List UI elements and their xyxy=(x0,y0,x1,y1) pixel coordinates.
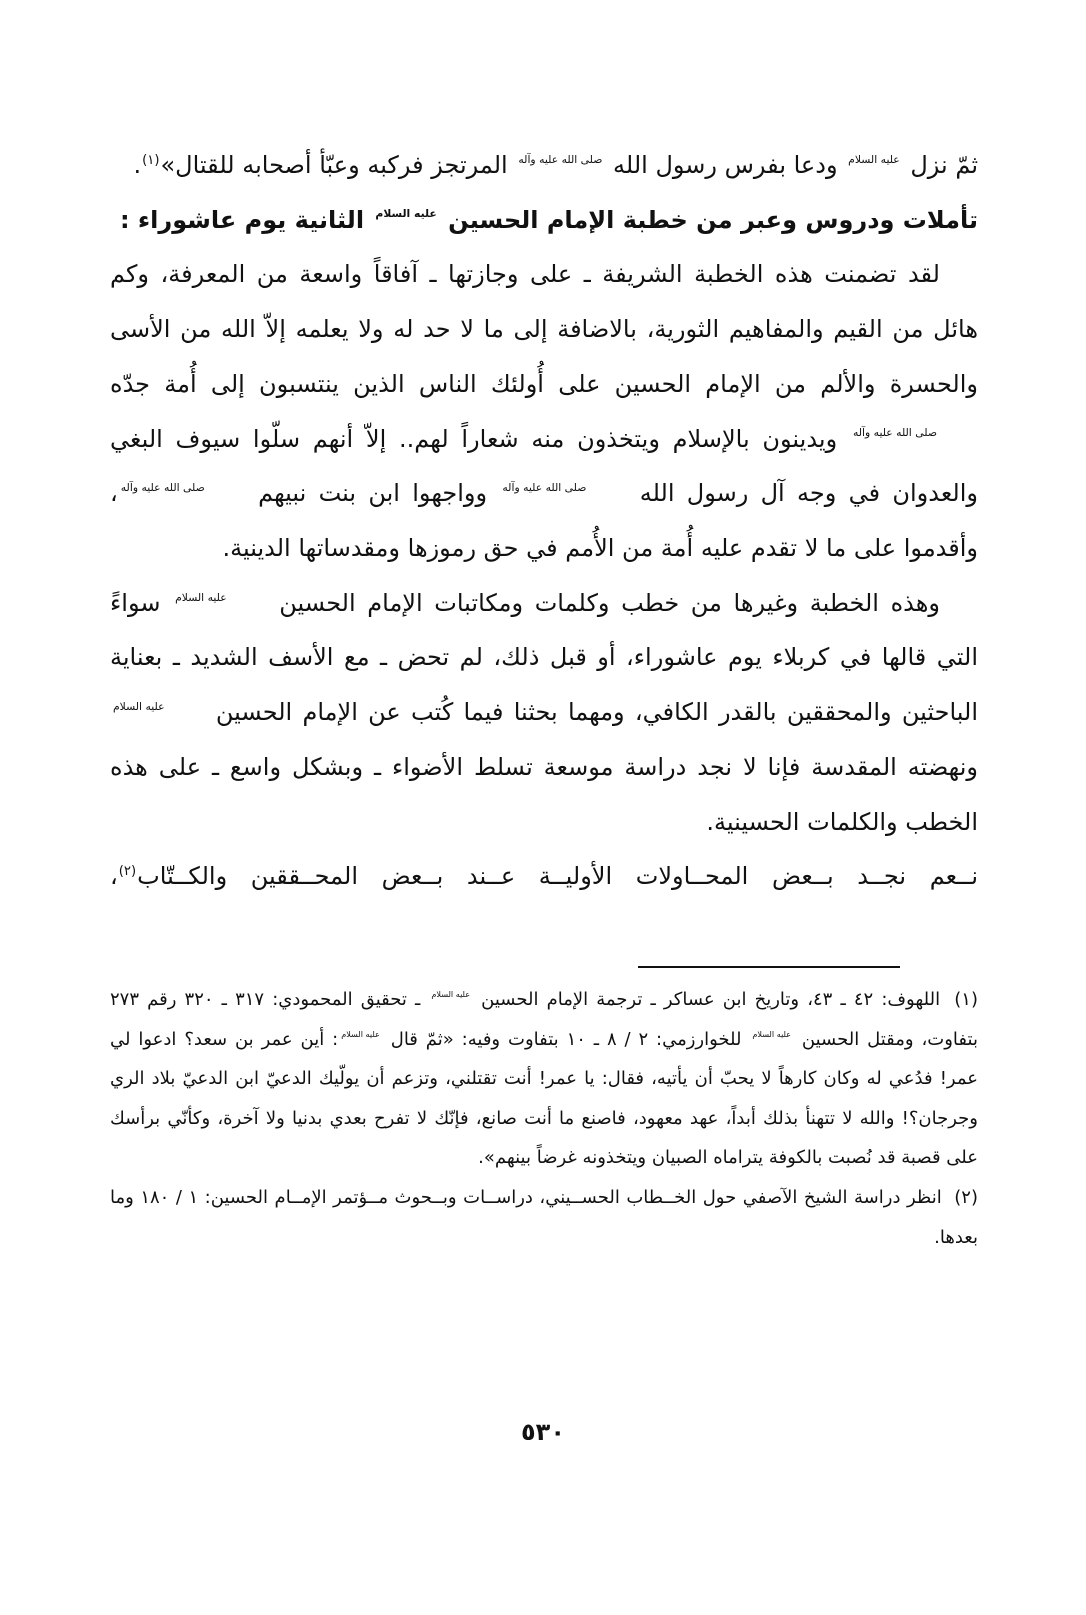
page-number: ٥٣٠ xyxy=(521,1418,565,1446)
paragraph-2 xyxy=(110,576,978,850)
section-heading xyxy=(110,193,978,248)
main-text-block xyxy=(110,138,978,904)
opening-line xyxy=(110,138,978,193)
footnotes-block xyxy=(110,980,978,1257)
footnote-reference: (١) xyxy=(142,153,160,168)
text-segment: . xyxy=(133,151,142,179)
footnote-marker: (١) xyxy=(954,989,978,1010)
text-segment: ، وأقدموا على ما لا تقدم عليه أُمة من الأُمم في حق رموزها ومقدساتها الدينية. xyxy=(110,479,978,563)
footnote-text: انظر دراسة الشيخ الآصفي حول الخــطاب الحســيني، دراســات وبــحوث مــؤتمر الإمــام الحسين: ١ / ١٨٠ وما بعدها. xyxy=(110,1186,978,1248)
footnote-2 xyxy=(110,1178,978,1257)
footnote-text: : أين عمر بن سعد؟ ادعوا لي عمر! فدُعي له وكان كارهاً لا يحبّ أن يأتيه، فقال: يا عمر! أنت تقتلني، وتزعم أن يولّيك الدعيّ ابن الدعيّ بلاد الري وجرجان؟! والله لا تتهنأ بذلك أبداً، عهد معهود، فاصنع ما أنت صانع، فإنّك لا تفرح بعدي بدنيا ولا آخرة، وكأنّي برأسك على قصبة قد نُصبت بالكوفة يتراماه الصبيان ويتخذونه غرضاً بينهم». xyxy=(110,1028,978,1169)
text-segment: ، xyxy=(110,862,118,891)
prophet-honorific: صلى الله عليه وآله xyxy=(518,152,603,166)
text-segment: وواجهوا ابن بنت نبيهم xyxy=(258,479,488,508)
footnote-text: اللهوف: ٤٢ ـ ٤٣، وتاريخ ابن عساكر ـ ترجمة الإمام الحسين xyxy=(481,989,941,1010)
text-segment: ثمّ نزل xyxy=(910,151,978,179)
prophet-honorific: صلى الله عليه وآله xyxy=(120,481,205,495)
footnote-1 xyxy=(110,980,978,1178)
text-segment: ودعا بفرس رسول الله xyxy=(613,151,838,179)
footnote-text: ـ تحقيق المحمودي: ٣١٧ ـ ٣٢٠ رقم ٢٧٣ بتفاوت، ومقتل الحسين xyxy=(110,989,978,1050)
paragraph-1 xyxy=(110,247,978,575)
imam-honorific: عليه السلام xyxy=(848,152,900,166)
imam-honorific: عليه السلام xyxy=(375,207,437,221)
heading-text: تأملات ودروس وعبر من خطبة الإمام الحسين xyxy=(448,205,978,234)
imam-honorific: عليه السلام xyxy=(113,699,165,713)
text-segment: ونهضته المقدسة فإنا لا نجد دراسة موسعة تسلط الأضواء ـ وبشكل واسع ـ على هذه الخطب والكلمات الحسينية. xyxy=(110,752,978,836)
footnote-text: للخوارزمي: ٢ / ٨ ـ ١٠ بتفاوت وفيه: «ثمّ قال xyxy=(390,1028,742,1050)
text-segment: ويدينون بالإسلام ويتخذون منه شعاراً لهم.. إلاّ أنهم سلّوا سيوف البغي والعدوان في وجه آل رسول الله xyxy=(110,424,978,508)
footnote-reference: (٢) xyxy=(118,864,137,880)
text-segment: لقد تضمنت هذه الخطبة الشريفة ـ على وجازتها ـ آفاقاً واسعة من المعرفة، وكم هائل من القيم والمفاهيم الثورية، بالاضافة إلى ما لا حد له ولا يعلمه إلاّ الله من الأسى والحسرة والألم من الإمام الحسين على أُولئك الناس الذين ينتسبون إلى أُمة جدّه xyxy=(110,260,978,398)
imam-honorific: عليه السلام xyxy=(752,1028,792,1039)
prophet-honorific: صلى الله عليه وآله xyxy=(852,426,937,440)
paragraph-3 xyxy=(110,849,978,904)
prophet-honorific: صلى الله عليه وآله xyxy=(502,481,587,495)
heading-text: الثانية يوم عاشوراء : xyxy=(119,205,365,234)
imam-honorific: عليه السلام xyxy=(341,1028,380,1039)
footnote-separator xyxy=(638,966,900,968)
footnote-marker: (٢) xyxy=(954,1186,978,1208)
text-segment: وهذه الخطبة وغيرها من خطب وكلمات ومكاتبات الإمام الحسين xyxy=(279,588,941,617)
imam-honorific: عليه السلام xyxy=(175,590,227,604)
text-segment: المرتجز فركبه وعبّأ أصحابه للقتال» xyxy=(160,151,508,179)
text-segment: سواءً التي قالها في كربلاء يوم عاشوراء، أو قبل ذلك، لم تحض ـ مع الأسف الشديد ـ بعناية الباحثين والمحققين بالقدر الكافي، ومهما بحثنا فيما كُتب عن الإمام الحسين xyxy=(110,588,978,727)
imam-honorific: عليه السلام xyxy=(431,989,471,1000)
text-segment: نــعم نجــد بــعض المحــاولات الأوليــة عــند بــعض المحــققين والكــتّاب xyxy=(137,862,978,891)
